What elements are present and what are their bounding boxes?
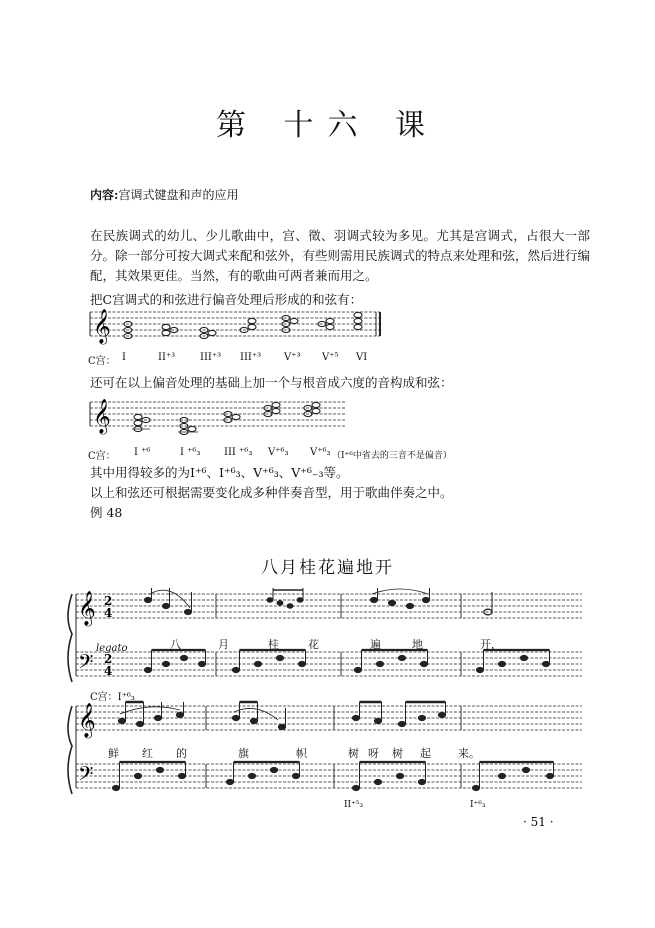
score-system-1 [66,588,586,688]
chord-label: V⁺⁶₃ [310,447,331,458]
statement-4: 以上和弦还可根据需要变化成多种伴奏音型，用于歌曲伴奏之中。 [90,485,453,500]
lyric: 旗 [238,747,249,760]
lyric: 开， [480,638,502,651]
lyric: 呀 [368,747,379,760]
key-label: C宫：I⁺⁶₃ [90,692,135,703]
statement-3: 其中用得较多的为I⁺⁶、I⁺⁶₃、V⁺⁶₃、V⁺⁶₋₃等。 [90,465,349,480]
svg-text:𝄢: 𝄢 [78,650,94,678]
lyric: 起 [420,747,431,760]
svg-text:𝄢: 𝄢 [78,762,94,790]
statement-2: 还可在以上偏音处理的基础上加一个与根音成六度的音构成和弦： [90,375,453,390]
tempo-marking: legato [96,643,128,654]
lyric: 地 [412,638,423,651]
chord-labels-1 [88,352,388,367]
song-title: 八月桂花遍地开 [261,558,394,578]
chord-label: V⁺³ [284,352,301,363]
lyric: 来。 [458,747,480,760]
chord-mark: II⁺⁵₃ [344,800,364,810]
svg-text:𝄞: 𝄞 [93,399,111,434]
lyric: 遍 [370,638,381,651]
chord-label: V⁺⁵ [322,352,339,363]
lyric: 的 [176,747,187,760]
svg-text:𝄞: 𝄞 [78,591,96,626]
time-sig-bottom-bass: 4 [104,664,113,678]
chord-staff-1 [88,306,408,350]
lyric: 八 [170,638,181,651]
lesson-title: 第 十六 课 [215,108,440,143]
chord-key-1: C宫： [88,356,116,367]
lyric: 红 [142,747,153,760]
chord-labels-2 [88,447,508,462]
chord-label: III ⁺⁶₃ [224,447,253,458]
example-label: 例 48 [90,505,123,520]
chord-label: I [122,352,126,363]
statement-1: 把C宫调式的和弦进行偏音处理后形成的和弦有： [90,292,363,307]
svg-text:𝄞: 𝄞 [78,703,96,738]
content-label: 内容: [90,188,119,202]
lyric: 树 [392,747,403,760]
content-line [90,186,238,203]
svg-text:𝄞: 𝄞 [93,309,111,344]
time-sig-top-bass: 2 [104,652,113,666]
chord-label: I ⁺⁶₃ [180,447,201,458]
chord-key-2: C宫： [88,451,116,462]
paragraph-1: 在民族调式的幼儿、少儿歌曲中，宫、徵、羽调式较为多见。尤其是宫调式，占很大一部分。除一部分可按大调式来配和弦外，有些则需用民族调式的特点来处理和弦，然后进行编配，其效果更佳。当然，有的歌曲可两者兼而用之。 [90,228,591,283]
chord-label: I ⁺⁶ [134,447,151,458]
chord-note: （I⁺⁶中省去的三音不是偏音） [332,451,452,461]
chord-label: III⁺³ [200,352,222,363]
page-number: · 51 · [523,815,554,829]
lyric: 月 [218,638,229,651]
content-text: 宫调式键盘和声的应用 [118,188,239,202]
lyric: 树 [348,747,359,760]
time-sig-top: 2 [104,594,113,608]
lyric: 花 [308,638,319,651]
lyric: 帜 [296,747,307,760]
lyric: 鲜 [108,747,119,760]
chord-mark: I⁺⁶₃ [470,800,486,810]
chord-label: II⁺³ [158,352,176,363]
lyric: 桂 [268,638,279,651]
time-sig-bottom: 4 [104,606,113,620]
chord-label: VI [356,352,368,363]
chord-label: III⁺³ [240,352,262,363]
chord-label: V⁺⁶₃ [268,447,289,458]
chord-staff-2 [88,394,348,444]
